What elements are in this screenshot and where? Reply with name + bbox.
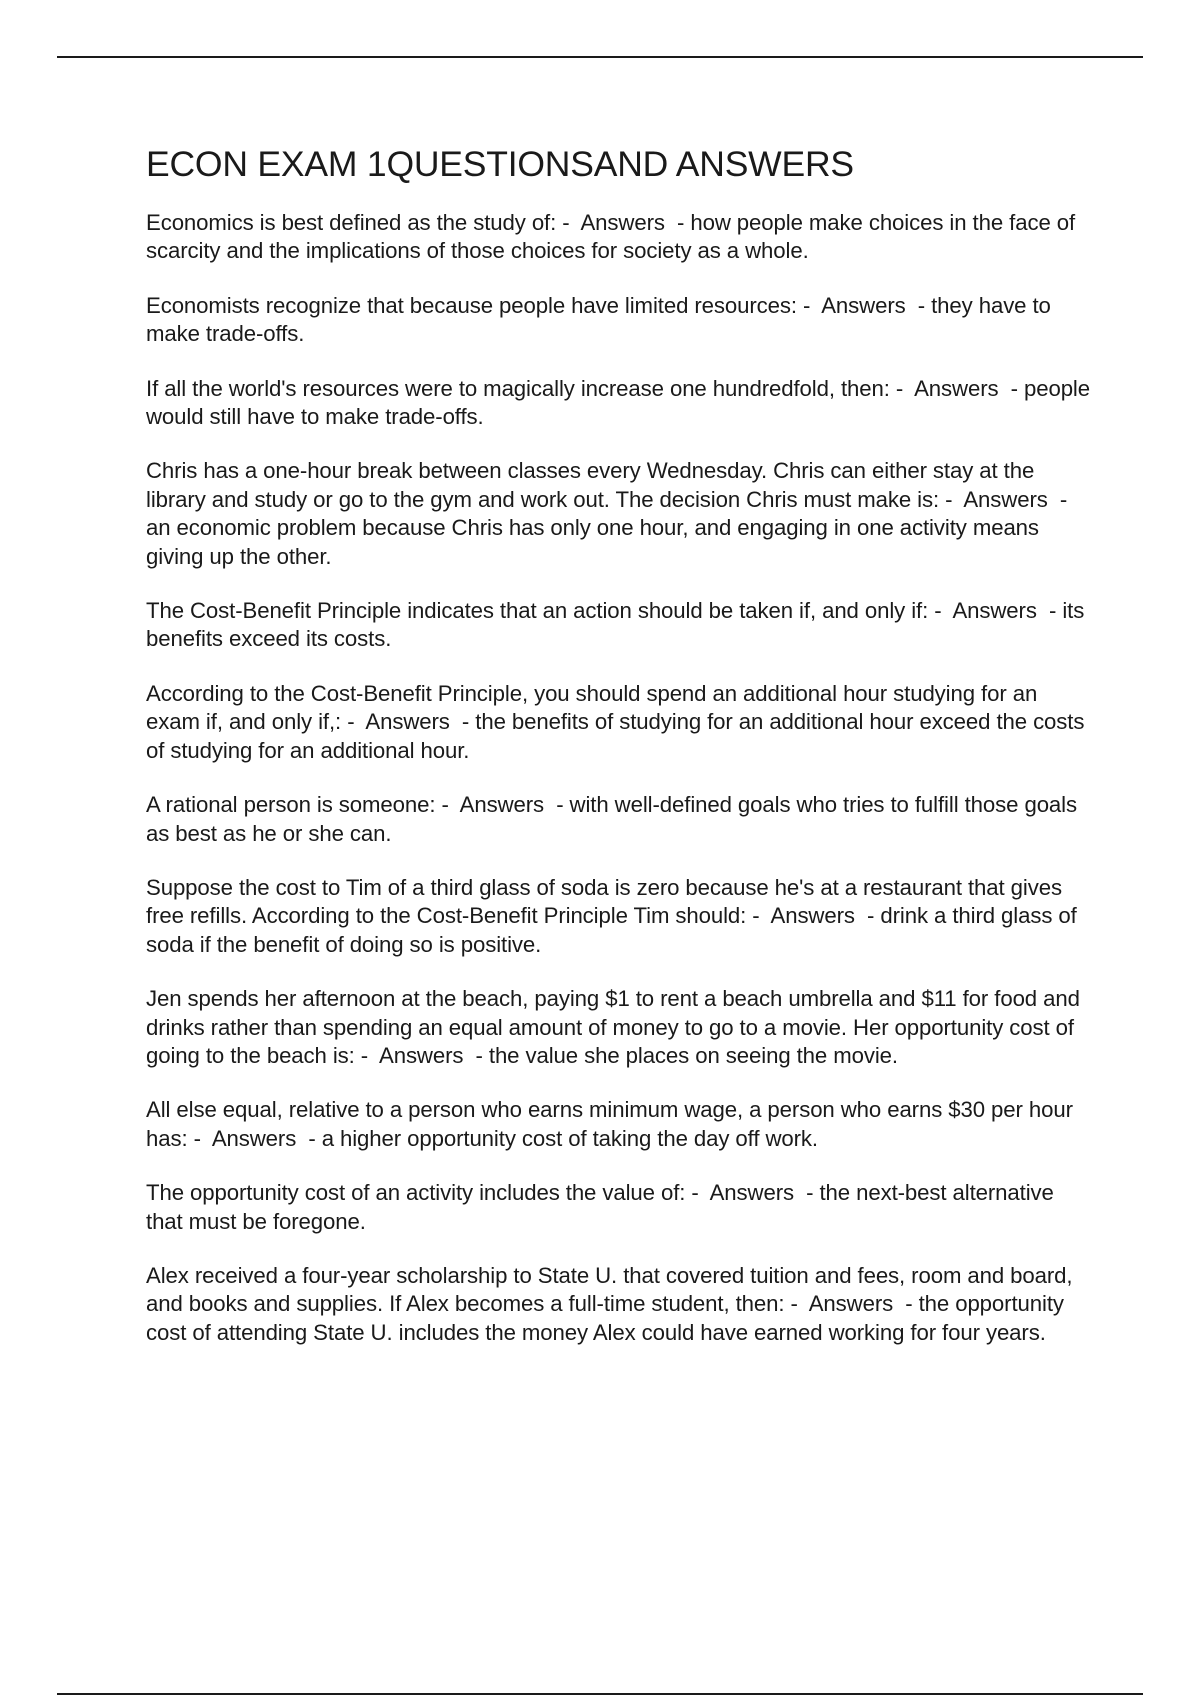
answer-text: the opportunity cost of attending State U. includes the money Alex could have earned working for four years. — [146, 1291, 1070, 1345]
answers-marker: Answers — [580, 210, 665, 235]
question-text: The opportunity cost of an activity includes the value of: — [146, 1180, 686, 1206]
question-text: If all the world's resources were to magically increase one hundredfold, then: — [146, 375, 890, 401]
answers-marker: Answers — [459, 792, 545, 818]
question-text: A rational person is someone: — [146, 792, 436, 818]
answer-text: they have to make trade-offs. — [146, 292, 1057, 347]
question-text: The Cost-Benefit Principle indicates that an action should be taken if, and only if: — [146, 598, 929, 624]
document-title: ECON EXAM 1QUESTIONSAND ANSWERS — [146, 144, 854, 184]
answers-marker: Answers — [379, 1042, 464, 1068]
answer-text: a higher opportunity cost of taking the day off work. — [321, 1125, 818, 1151]
answer-text: people would still have to make trade-offs. — [146, 375, 1097, 430]
question-text: Chris has a one-hour break between classes every Wednesday. Chris can either stay at the library and study or go to the gym and work out. The decision Chris must make is: — [146, 458, 1041, 512]
answer-text: the value she places on seeing the movie. — [488, 1042, 898, 1068]
answer-text: how people make choices in the face of scarcity and the implications of those choices for society as a whole. — [146, 210, 1082, 264]
answer-text: with well-defined goals who tries to fulfill those goals as best as he or she can. — [146, 792, 1084, 846]
question-text: Economics is best defined as the study of: — [146, 210, 557, 235]
qa-item: Chris has a one-hour break between classes every Wednesday. Chris can either stay at the library and study or go to the gym and work out. The decision Chris must make is: - Answers - an economic problem because Chris has only one hour, and engaging in one activity means giving up the other. — [146, 458, 1074, 569]
qa-item: If all the world's resources were to magically increase one hundredfold, then: - Answers - people would still have to make trade-offs. — [146, 375, 1097, 430]
answer-text: the benefits of studying for an additional hour exceed the costs of studying for an additional hour. — [146, 709, 1091, 763]
qa-item: The opportunity cost of an activity includes the value of: - Answers - the next-best alternative that must be foregone. — [146, 1180, 1060, 1234]
answer-text: drink a third glass of soda if the benefit of doing so is positive. — [146, 903, 1083, 957]
question-text: All else equal, relative to a person who earns minimum wage, a person who earns $30 per hour has: — [146, 1097, 1079, 1151]
top-rule — [57, 56, 1143, 58]
answers-marker: Answers — [821, 292, 906, 318]
answers-marker: Answers — [211, 1125, 297, 1151]
qa-item: According to the Cost-Benefit Principle, you should spend an additional hour studying for an exam if, and only if,: - Answers - the benefits of studying for an additional hour exceed the costs of studying for an additional hour. — [146, 680, 1091, 763]
document-body — [146, 143, 1096, 1373]
answers-marker: Answers — [709, 1180, 794, 1206]
qa-item: A rational person is someone: - Answers - with well-defined goals who tries to fulfill those goals as best as he or she can. — [146, 792, 1084, 846]
answers-marker: Answers — [365, 709, 450, 735]
qa-item: Alex received a four-year scholarship to State U. that covered tuition and fees, room and board, and books and supplies. If Alex becomes a full-time student, then: - Answers - the opportunity cost of attending State U. includes the money Alex could have earned working for four years. — [146, 1262, 1079, 1345]
qa-item: All else equal, relative to a person who earns minimum wage, a person who earns $30 per hour has: - Answers - a higher opportunity cost of taking the day off work. — [146, 1097, 1079, 1151]
answers-marker: Answers — [808, 1291, 894, 1317]
question-text: Economists recognize that because people have limited resources: — [146, 292, 797, 318]
answers-marker: Answers — [770, 903, 855, 929]
qa-item: Jen spends her afternoon at the beach, paying $1 to rent a beach umbrella and $11 for food and drinks rather than spending an equal amount of money to go to a movie. Her opportunity cost of going to the beach is: - Answers - the value she places on seeing the movie. — [146, 986, 1086, 1068]
answer-text: the next-best alternative that must be foregone. — [146, 1180, 1060, 1234]
question-text: Jen spends her afternoon at the beach, paying $1 to rent a beach umbrella and $11 for food and drinks rather than spending an equal amount of money to go to a movie. Her opportunity cost of going to the beach is: — [146, 986, 1086, 1068]
bottom-rule — [57, 1693, 1143, 1695]
question-text: Suppose the cost to Tim of a third glass of soda is zero because he's at a restaurant that gives free refills. According to the Cost-Benefit Principle Tim should: — [146, 874, 1069, 929]
answer-text: an economic problem because Chris has only one hour, and engaging in one activity means giving up the other. — [146, 515, 1045, 569]
answers-marker: Answers — [963, 486, 1048, 512]
qa-item: Suppose the cost to Tim of a third glass of soda is zero because he's at a restaurant that gives free refills. According to the Cost-Benefit Principle Tim should: - Answers - drink a third glass of soda if the benefit of doing so is positive. — [146, 874, 1083, 957]
answers-marker: Answers — [914, 375, 999, 401]
answer-text: its benefits exceed its costs. — [146, 598, 1091, 652]
qa-item: Economics is best defined as the study of: - Answers - how people make choices in the face of scarcity and the implications of those choices for society as a whole. — [146, 210, 1082, 264]
question-text: According to the Cost-Benefit Principle, you should spend an additional hour studying for an exam if, and only if,: — [146, 680, 1044, 735]
qa-item: The Cost-Benefit Principle indicates that an action should be taken if, and only if: - Answers - its benefits exceed its costs. — [146, 598, 1091, 652]
answers-marker: Answers — [952, 598, 1037, 624]
question-text: Alex received a four-year scholarship to State U. that covered tuition and fees, room and board, and books and supplies. If Alex becomes a full-time student, then: — [146, 1262, 1079, 1317]
qa-item: Economists recognize that because people have limited resources: - Answers - they have to make trade-offs. — [146, 292, 1057, 347]
